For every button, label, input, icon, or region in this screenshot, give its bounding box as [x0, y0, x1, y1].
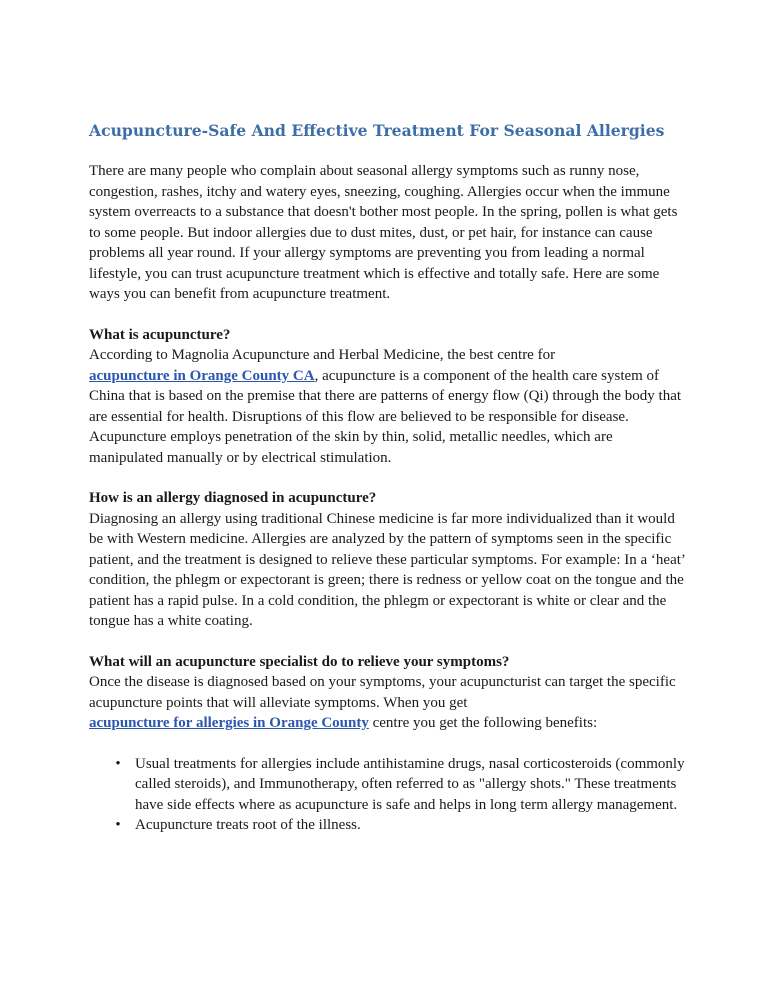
- orange-county-ca-link[interactable]: acupuncture in Orange County CA: [89, 367, 315, 384]
- list-item-text: Usual treatments for allergies include antihistamine drugs, nasal corticosteroids (commonly called steroids), and Immunotherapy, often referred to as "allergy shots." These treatments have side effects where as acupuncture is safe and helps in long term allergy management.: [135, 755, 685, 813]
- section-specialist-relief: [89, 652, 689, 734]
- section-text: centre you get the following benefits:: [368, 715, 598, 731]
- allergies-orange-county-link[interactable]: acupuncture for allergies in Orange County: [89, 715, 369, 731]
- section-text: Diagnosing an allergy using traditional Chinese medicine is far more individualized than it would be with Western medicine. Allergies are analyzed by the pattern of symptoms seen in the specific patient, and the treatment is designed to relieve these particular symptoms. For example: In a ‘heat’ condition, the phlegm or expectorant is green; there is redness or yellow coat on the tongue and the patient has a rapid pulse. In a cold condition, the phlegm or expectorant is white or clear and the tongue has a white coating.: [89, 510, 685, 629]
- list-item-text: Acupuncture treats root of the illness.: [135, 817, 361, 833]
- section-heading: What is acupuncture?: [89, 326, 231, 343]
- benefits-list: [89, 754, 689, 836]
- document-body: [89, 120, 689, 836]
- list-item: [89, 754, 689, 816]
- bullet-icon: •: [115, 755, 121, 772]
- section-heading: How is an allergy diagnosed in acupuncture?: [89, 490, 377, 506]
- section-text: According to Magnolia Acupuncture and Herbal Medicine, the best centre for: [89, 347, 556, 363]
- section-what-is-acupuncture: [89, 325, 689, 469]
- list-item: [89, 815, 689, 836]
- document-title: Acupuncture-Safe And Effective Treatment For Seasonal Allergies: [89, 121, 665, 140]
- section-heading: What will an acupuncture specialist do to relieve your symptoms?: [89, 653, 510, 670]
- section-text: , acupuncture is a component of the health care system of China that is based on the premise that there are patterns of energy flow (Qi) through the body that are essential for health. Disruptions of this flow are believed to be responsible for disease. Acupuncture employs penetration of the skin by thin, solid, metallic needles, which are manipulated manually or by electrical stimulation.: [89, 367, 682, 466]
- section-text: Once the disease is diagnosed based on your symptoms, your acupuncturist can target the specific acupuncture points that will alleviate symptoms. When you get: [89, 674, 676, 711]
- intro-paragraph: There are many people who complain about seasonal allergy symptoms such as runny nose, congestion, rashes, itchy and watery eyes, sneezing, coughing. Allergies occur when the immune system overreacts to a substance that doesn't bother most people. In the spring, pollen is what gets to some people. But indoor allergies due to dust mites, dust, or pet hair, for instance can cause problems all year round. If your allergy symptoms are preventing you from leading a normal lifestyle, you can trust acupuncture treatment which is effective and totally safe. Here are some ways you can benefit from acupuncture treatment.: [89, 163, 678, 302]
- section-allergy-diagnosis: [89, 488, 689, 632]
- bullet-icon: •: [115, 817, 121, 833]
